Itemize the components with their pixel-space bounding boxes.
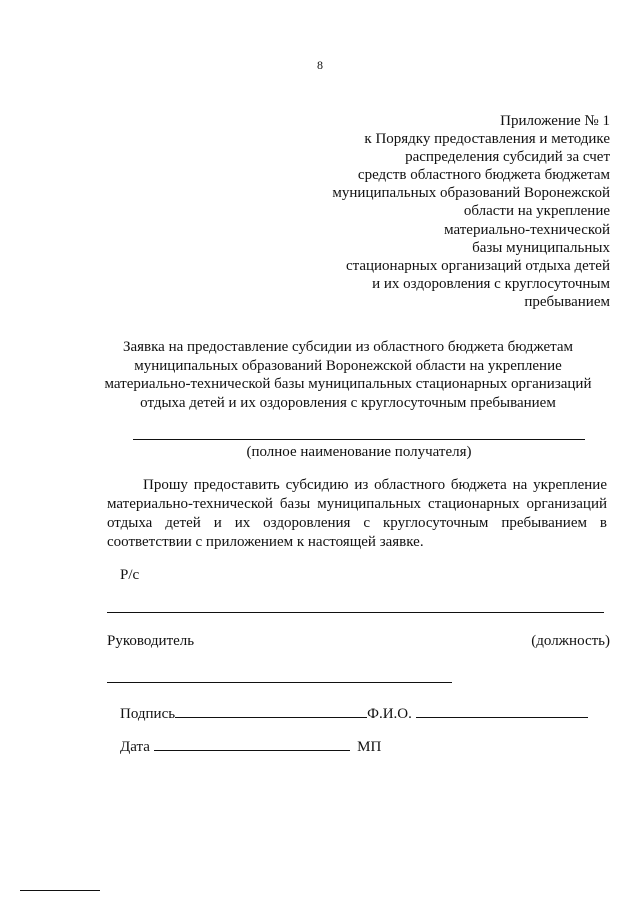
title-line: материально-технической базы муниципальных стационарных организаций (104, 376, 592, 392)
title-line: муниципальных образований Воронежской области на укрепление (134, 357, 562, 374)
date-row (120, 736, 381, 756)
title-line: отдыха детей и их оздоровления с круглосуточным пребыванием (140, 394, 556, 411)
appendix-line: распределения субсидий за счет (405, 149, 610, 166)
appendix-line: и их оздоровления с круглосуточным (372, 275, 610, 292)
request-line: отдыха детей и их оздоровления с круглосуточным пребыванием в (107, 515, 607, 531)
date-label: Дата (120, 739, 150, 755)
appendix-line: средств областного бюджета бюджетам (357, 167, 610, 184)
date-field[interactable] (154, 736, 350, 751)
appendix-line: стационарных организаций отдыха детей (345, 257, 610, 274)
request-paragraph (107, 476, 607, 552)
signature-field[interactable] (175, 703, 367, 718)
fio-field[interactable] (416, 703, 588, 718)
head-label: Руководитель (107, 633, 195, 649)
signature-row (120, 703, 588, 723)
appendix-line: Приложение № 1 (500, 113, 610, 129)
appendix-line: базы муниципальных (472, 239, 610, 256)
footnote-separator (20, 890, 100, 891)
request-line: материально-технической базы муниципальных стационарных организаций (107, 496, 607, 512)
account-field[interactable] (107, 612, 604, 613)
appendix-line: материально-технической (444, 221, 610, 238)
appendix-line: муниципальных образований Воронежской (332, 185, 610, 202)
request-line: соответствии с приложением к настоящей заявке. (107, 534, 424, 550)
appendix-line: к Порядку предоставления и методике (364, 131, 610, 148)
request-line: Прошу предоставить субсидию из областного бюджета на укрепление (143, 477, 607, 493)
seal-label: МП (357, 739, 382, 755)
signature-label: Подпись (120, 706, 176, 722)
account-label: Р/с (120, 567, 140, 583)
recipient-name-field[interactable] (133, 439, 585, 440)
position-label: (должность) (531, 633, 610, 649)
page-number: 8 (317, 58, 323, 72)
appendix-header (290, 112, 610, 311)
head-name-field[interactable] (107, 682, 452, 683)
title-line: Заявка на предоставление субсидии из областного бюджета бюджетам (122, 339, 574, 355)
appendix-line: области на укрепление (463, 203, 610, 220)
appendix-line: пребыванием (524, 293, 610, 310)
document-title (98, 338, 598, 412)
fio-label: Ф.И.О. (367, 706, 412, 722)
recipient-caption: (полное наименование получателя) (246, 444, 472, 460)
